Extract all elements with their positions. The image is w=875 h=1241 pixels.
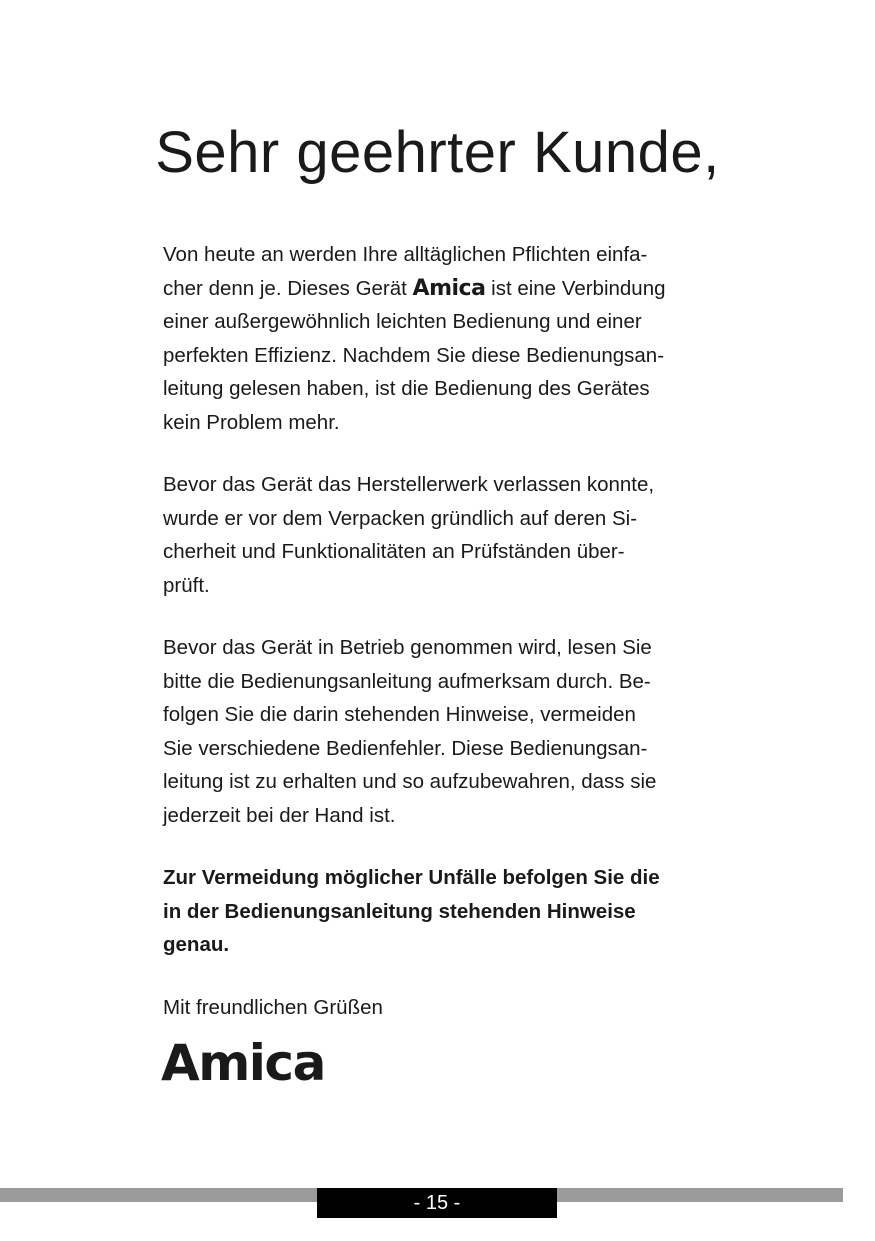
text-line: cherheit und Funktionalitäten an Prüfständen über- — [163, 540, 625, 563]
text-line: in der Bedienungsanleitung stehenden Hinweise — [163, 899, 636, 923]
text-line: bitte die Bedienungsanleitung aufmerksam durch. Be- — [163, 669, 651, 693]
text-line: Von heute an werden Ihre alltäglichen Pflichten einfa- — [163, 243, 648, 266]
text-line: genau. — [163, 933, 230, 956]
text-line: jederzeit bei der Hand ist. — [163, 803, 396, 827]
text-fragment: ist eine Verbindung — [485, 276, 666, 300]
testing-paragraph — [163, 468, 723, 602]
text-line: perfekten Effizienz. Nachdem Sie diese Bedienungsan- — [163, 343, 665, 367]
text-line: prüft. — [163, 573, 210, 597]
text-line: Bevor das Gerät in Betrieb genommen wird, lesen Sie — [163, 636, 652, 659]
text-line: wurde er vor dem Verpacken gründlich auf deren Si- — [163, 506, 638, 530]
text-line: folgen Sie die darin stehenden Hinweise, vermeiden — [163, 703, 636, 726]
letter-body — [163, 238, 723, 1024]
text-line: kein Problem mehr. — [163, 410, 340, 434]
closing-salutation: Mit freundlichen Grüßen — [163, 995, 383, 1019]
page-number: - 15 - — [317, 1188, 557, 1218]
text-line: einer außergewöhnlich leichten Bedienung und einer — [163, 310, 642, 333]
text-fragment: cher denn je. Dieses Gerät — [163, 276, 413, 300]
text-line — [163, 272, 723, 306]
instructions-paragraph — [163, 631, 723, 832]
amica-brand-inline: Amica — [412, 275, 486, 301]
text-line: leitung ist zu erhalten und so aufzubewahren, dass sie — [163, 770, 657, 793]
text-line: Sie verschiedene Bedienfehler. Diese Bedienungsan- — [163, 736, 648, 760]
text-line: Zur Vermeidung möglicher Unfälle befolgen Sie die — [163, 866, 660, 889]
amica-logo: Amica — [161, 1034, 325, 1092]
text-line: leitung gelesen haben, ist die Bedienung des Gerätes — [163, 377, 650, 400]
intro-paragraph — [163, 238, 723, 439]
page-title: Sehr geehrter Kunde, — [155, 120, 720, 185]
safety-warning — [163, 861, 723, 962]
text-line: Bevor das Gerät das Herstellerwerk verlassen konnte, — [163, 473, 655, 496]
